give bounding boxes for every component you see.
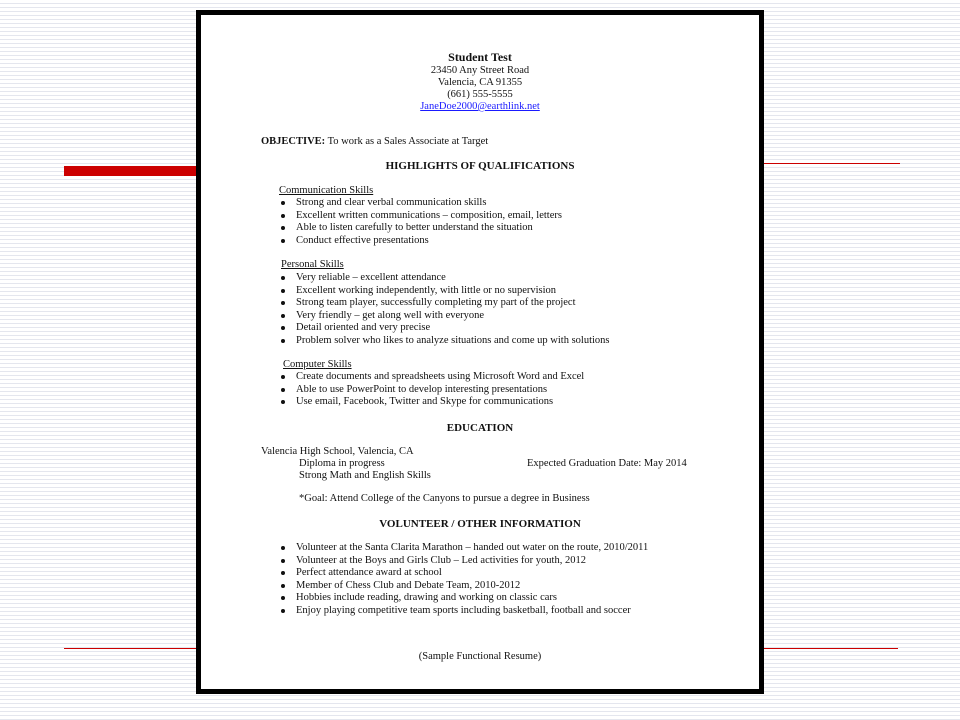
- list-item: Excellent written communications – composition, email, letters: [281, 210, 562, 223]
- list-item: Very reliable – excellent attendance: [281, 272, 610, 285]
- list-item: Able to listen carefully to better understand the situation: [281, 222, 562, 235]
- accent-line-bottom-left: [64, 648, 198, 649]
- education-skills: Strong Math and English Skills: [299, 470, 431, 481]
- bullet-icon: [281, 214, 285, 218]
- personal-skills-title: Personal Skills: [281, 259, 344, 270]
- resume-footer: (Sample Functional Resume): [418, 651, 542, 662]
- list-item: Able to use PowerPoint to develop interesting presentations: [281, 384, 584, 397]
- education-heading: EDUCATION: [446, 422, 514, 434]
- education-diploma: Diploma in progress: [299, 458, 385, 469]
- list-item: Conduct effective presentations: [281, 235, 562, 248]
- objective-text: To work as a Sales Associate at Target: [327, 136, 489, 147]
- list-item: Volunteer at the Santa Clarita Marathon – handed out water on the route, 2010/2011: [281, 542, 648, 555]
- education-graduation: Expected Graduation Date: May 2014: [527, 458, 687, 469]
- list-item: Create documents and spreadsheets using Microsoft Word and Excel: [281, 371, 584, 384]
- bullet-icon: [281, 239, 285, 243]
- list-item: Excellent working independently, with little or no supervision: [281, 285, 610, 298]
- list-item: Enjoy playing competitive team sports including basketball, football and soccer: [281, 605, 648, 618]
- computer-skills-list: [281, 371, 584, 409]
- accent-line-bottom-right: [762, 648, 898, 649]
- volunteer-list: [281, 542, 648, 618]
- bullet-icon: [281, 571, 285, 575]
- bullet-icon: [281, 314, 285, 318]
- bullet-icon: [281, 559, 285, 563]
- list-item: Use email, Facebook, Twitter and Skype for communications: [281, 396, 584, 409]
- education-school: Valencia High School, Valencia, CA: [261, 446, 414, 457]
- accent-bar-left: [64, 166, 198, 176]
- bullet-icon: [281, 226, 285, 230]
- bullet-icon: [281, 596, 285, 600]
- resume-name: Student Test: [448, 50, 512, 64]
- bullet-icon: [281, 388, 285, 392]
- bullet-icon: [281, 609, 285, 613]
- list-item: Hobbies include reading, drawing and working on classic cars: [281, 592, 648, 605]
- bullet-icon: [281, 584, 285, 588]
- list-item: Detail oriented and very precise: [281, 322, 610, 335]
- list-item: Very friendly – get along well with everyone: [281, 310, 610, 323]
- bullet-icon: [281, 339, 285, 343]
- education-goal: *Goal: Attend College of the Canyons to pursue a degree in Business: [299, 493, 590, 504]
- resume-email-row: [201, 101, 759, 113]
- resume-page: [201, 15, 759, 689]
- resume-phone: (661) 555-5555: [447, 89, 513, 100]
- personal-skills-list: [281, 272, 610, 348]
- objective-label: OBJECTIVE:: [261, 136, 326, 147]
- list-item: Volunteer at the Boys and Girls Club – Led activities for youth, 2012: [281, 555, 648, 568]
- communication-skills-title: Communication Skills: [279, 185, 374, 196]
- resume-document: [196, 10, 764, 694]
- bullet-icon: [281, 546, 285, 550]
- computer-skills-title: Computer Skills: [283, 359, 352, 370]
- list-item: Perfect attendance award at school: [281, 567, 648, 580]
- volunteer-heading: VOLUNTEER / OTHER INFORMATION: [379, 518, 581, 530]
- objective: [261, 136, 488, 148]
- bullet-icon: [281, 201, 285, 205]
- resume-city: Valencia, CA 91355: [437, 77, 523, 88]
- highlights-heading: HIGHLIGHTS OF QUALIFICATIONS: [385, 160, 575, 172]
- list-item: Strong and clear verbal communication skills: [281, 197, 562, 210]
- bullet-icon: [281, 375, 285, 379]
- communication-skills-list: [281, 197, 562, 247]
- resume-email-link[interactable]: JaneDoe2000@earthlink.net: [420, 101, 540, 112]
- bullet-icon: [281, 326, 285, 330]
- list-item: Problem solver who likes to analyze situations and come up with solutions: [281, 335, 610, 348]
- bullet-icon: [281, 301, 285, 305]
- accent-line-top-right: [762, 163, 900, 164]
- bullet-icon: [281, 289, 285, 293]
- list-item: Strong team player, successfully completing my part of the project: [281, 297, 610, 310]
- list-item: Member of Chess Club and Debate Team, 2010-2012: [281, 580, 648, 593]
- bullet-icon: [281, 276, 285, 280]
- resume-address: 23450 Any Street Road: [430, 65, 530, 76]
- bullet-icon: [281, 400, 285, 404]
